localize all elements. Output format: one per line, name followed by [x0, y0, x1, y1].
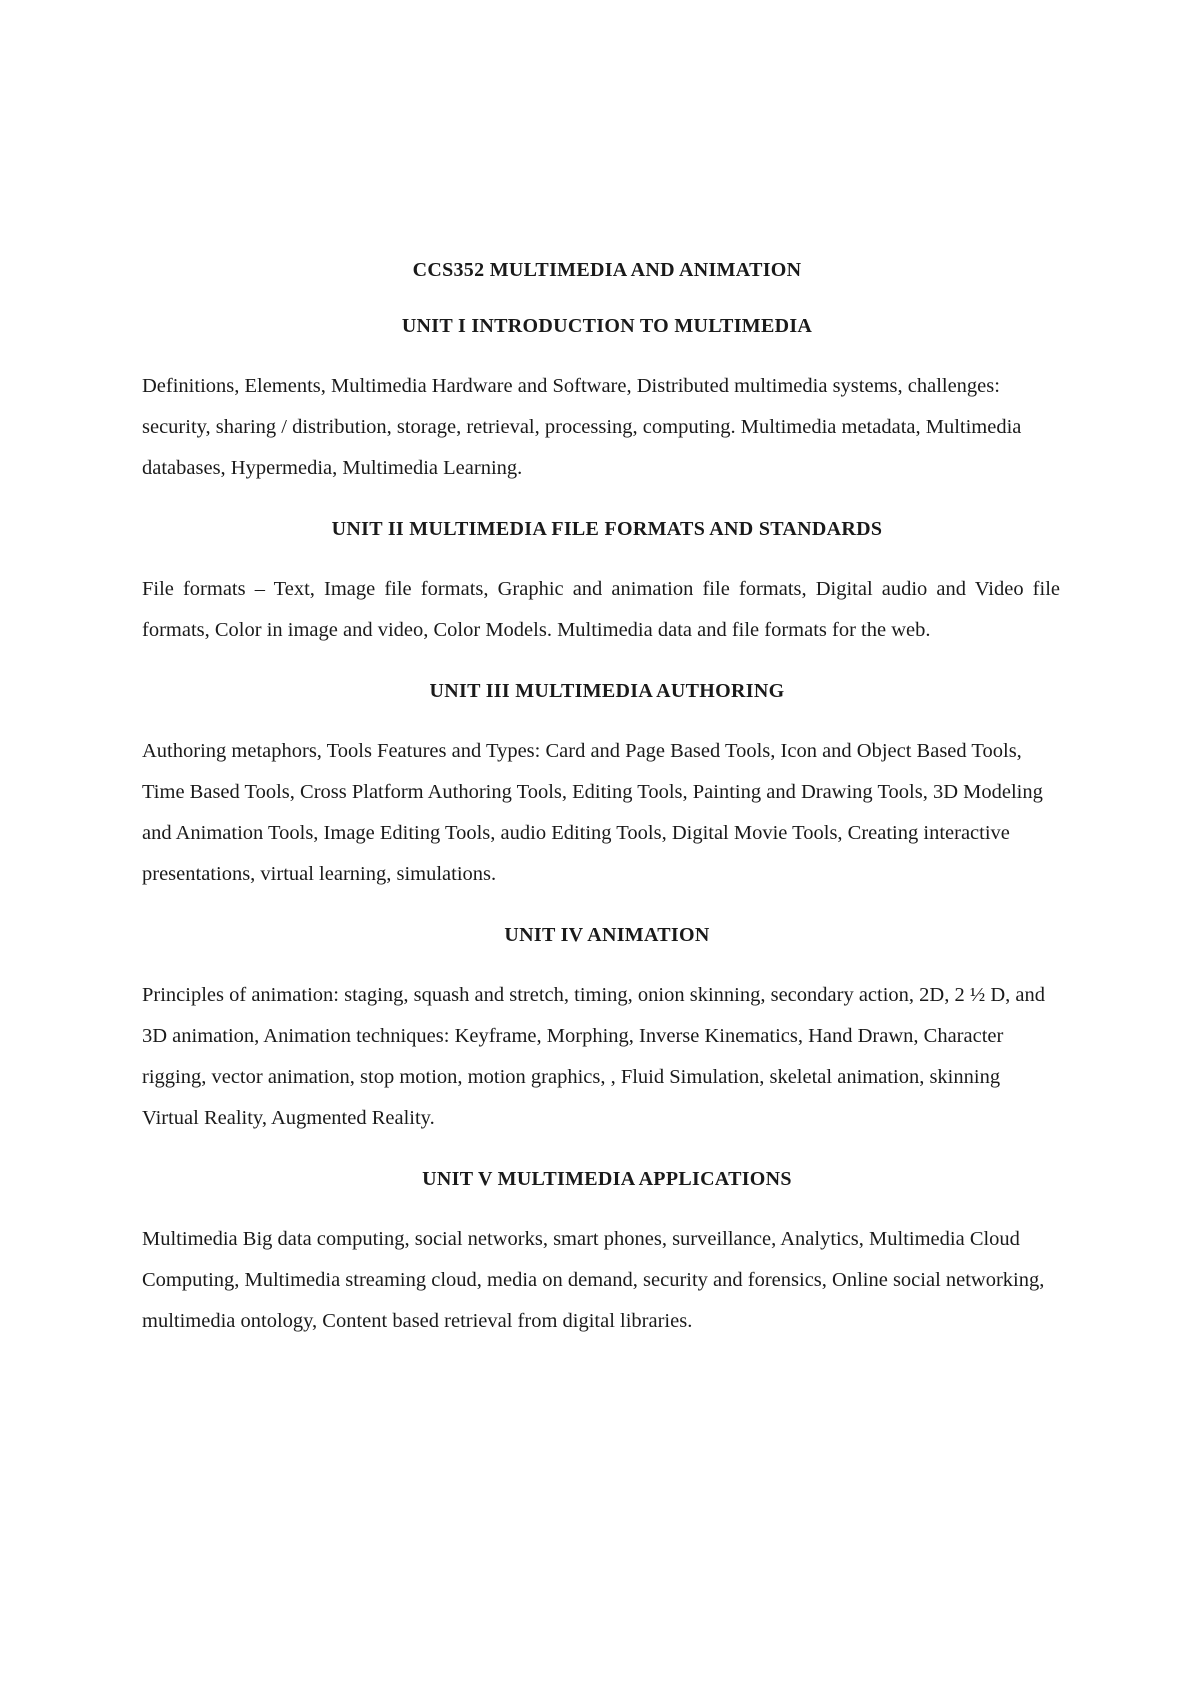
unit-1-section	[142, 312, 1060, 489]
unit-1-body: Definitions, Elements, Multimedia Hardware and Software, Distributed multimedia systems, challenges: security, sharing / distribution, storage, retrieval, processing, computing. Multimedia metadata, Multimedia databases, Hypermedia, Multimedia Learning.	[142, 375, 1022, 479]
unit-4-heading: UNIT IV ANIMATION	[504, 924, 710, 946]
unit-4-body: Principles of animation: staging, squash and stretch, timing, onion skinning, secondary action, 2D, 2 ½ D, and 3D animation, Animation techniques: Keyframe, Morphing, Inverse Kinematics, Hand Drawn, Character rigging, vector animation, stop motion, motion graphics, , Fluid Simulation, skeletal animation, skinning Virtual Reality, Augmented Reality.	[142, 984, 1046, 1129]
unit-2-heading: UNIT II MULTIMEDIA FILE FORMATS AND STANDARDS	[331, 518, 883, 540]
unit-3-heading: UNIT III MULTIMEDIA AUTHORING	[429, 680, 785, 702]
course-title: CCS352 MULTIMEDIA AND ANIMATION	[412, 259, 802, 281]
unit-1-heading: UNIT I INTRODUCTION TO MULTIMEDIA	[401, 315, 813, 337]
unit-5-body: Multimedia Big data computing, social networks, smart phones, surveillance, Analytics, Multimedia Cloud Computing, Multimedia streaming cloud, media on demand, security and forensics, Online social networking, multimedia ontology, Content based retrieval from digital libraries.	[142, 1228, 1045, 1332]
unit-3-body: Authoring metaphors, Tools Features and Types: Card and Page Based Tools, Icon and Object Based Tools, Time Based Tools, Cross Platform Authoring Tools, Editing Tools, Painting and Drawing Tools, 3D Modeling and Animation Tools, Image Editing Tools, audio Editing Tools, Digital Movie Tools, Creating interactive presentations, virtual learning, simulations.	[142, 740, 1043, 885]
unit-2-body: File formats – Text, Image file formats, Graphic and animation file formats, Digital audio and Video file formats, Color in image and video, Color Models. Multimedia data and file formats for the web.	[142, 578, 1060, 641]
unit-5-section	[142, 1165, 1060, 1342]
unit-4-section	[142, 921, 1060, 1139]
syllabus-content	[142, 256, 1060, 1342]
unit-5-heading: UNIT V MULTIMEDIA APPLICATIONS	[422, 1168, 792, 1190]
unit-3-section	[142, 677, 1060, 895]
unit-2-section	[142, 515, 1060, 651]
